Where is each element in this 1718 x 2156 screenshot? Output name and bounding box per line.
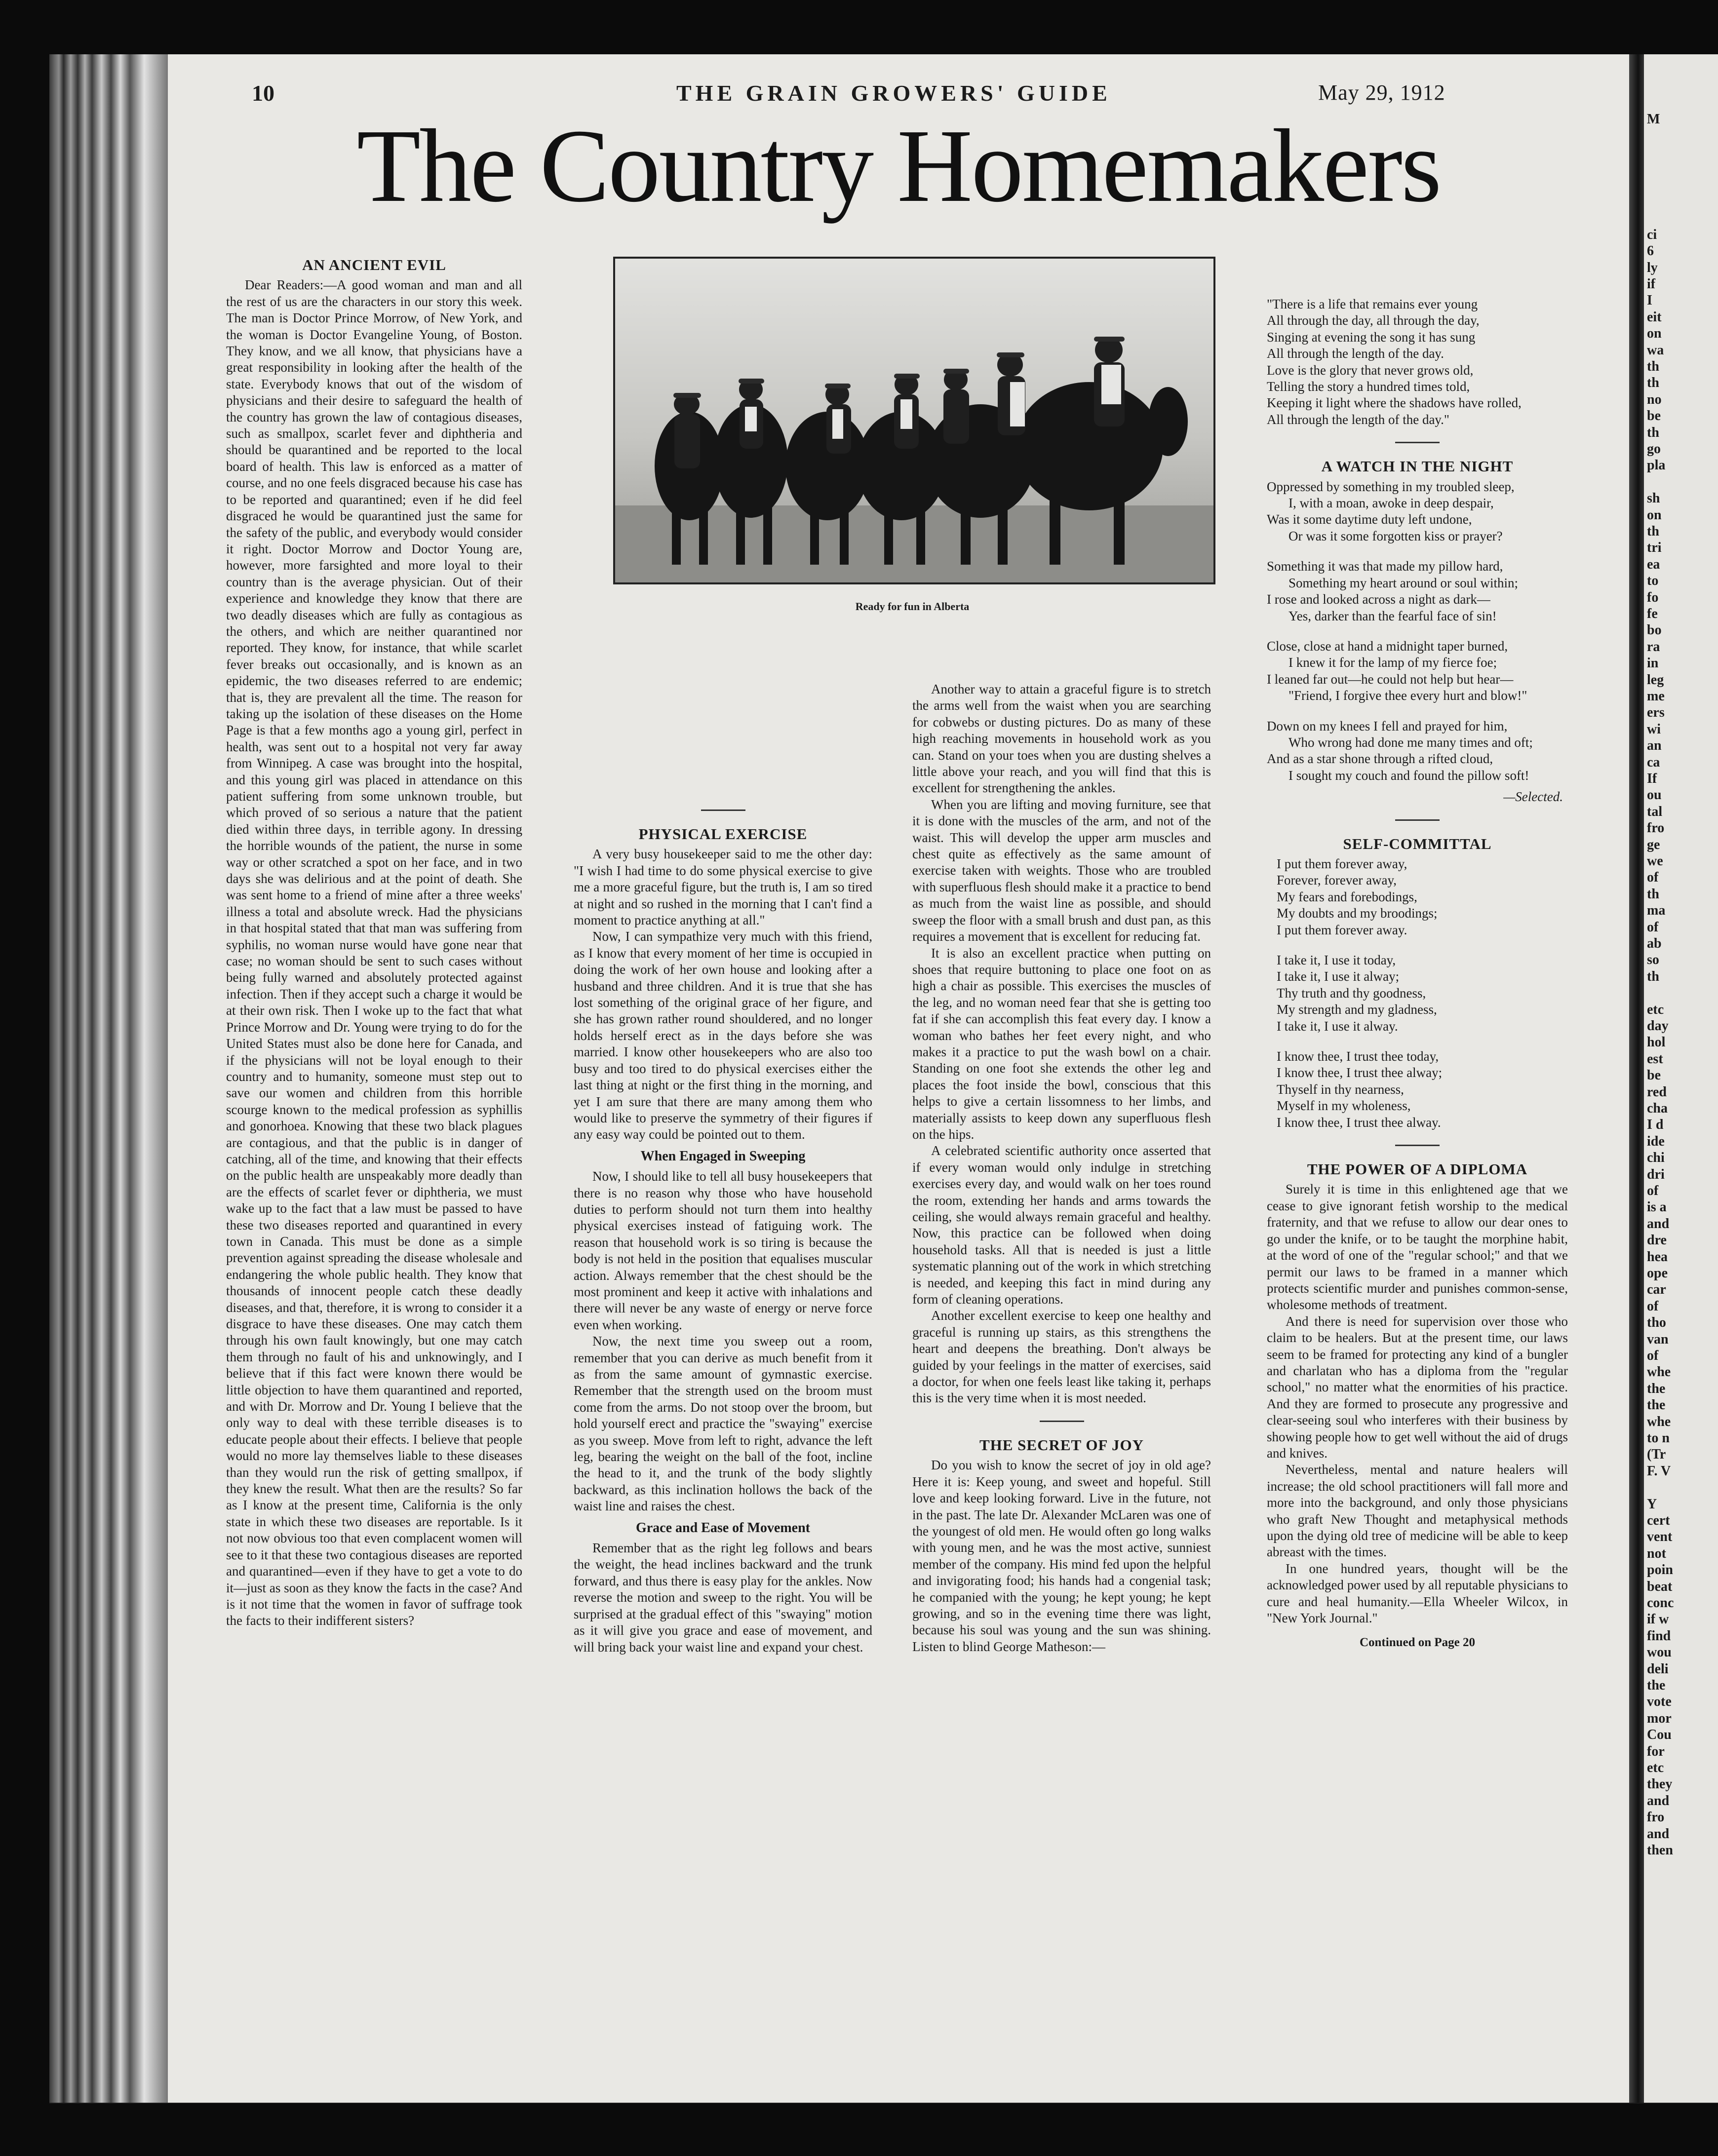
next-page-line-fragment: Y — [1647, 1496, 1657, 1512]
next-page-line-fragment: ly — [1647, 260, 1658, 275]
next-page-line-fragment: cert — [1647, 1513, 1670, 1528]
sweeping-subheading: When Engaged in Sweeping — [640, 1148, 806, 1164]
col3-para-3: It is also an excellent practice when putting on shoes that require buttoning to place one foot on as high a chair as possible. This exercises the muscles of the leg, and no woman need fear that she is getting too fat if she can accomplish this feat every day. I know a woman who bathes her feet every night, and who makes it a practice to put the wash bowl on a chair. Standing on one foot she extends the other leg and places the foot inside the bowl, conscious that this helps to give a certain lissomness to her limbs, and materially assists to keep down any superfluous flesh on the hips. — [912, 945, 1211, 1142]
next-page-line-fragment: I — [1647, 293, 1652, 308]
next-page-line-fragment: they — [1647, 1776, 1673, 1792]
next-page-line-fragment: of — [1647, 1348, 1659, 1363]
poem-line: I know thee, I trust thee alway. — [1277, 1115, 1441, 1130]
poem-line: I, with a moan, awoke in deep despair, — [1288, 496, 1494, 511]
photo-riders — [613, 257, 1215, 584]
section-divider — [1395, 819, 1440, 821]
next-page-line-fragment: pla — [1647, 458, 1666, 473]
next-page-line-fragment: ab — [1647, 936, 1662, 951]
running-header — [168, 80, 1629, 110]
next-page-line-fragment: ca — [1647, 754, 1660, 770]
film-border-bottom — [0, 2104, 1718, 2156]
next-page-line-fragment: day — [1647, 1018, 1669, 1034]
next-page-line-fragment: whe — [1647, 1364, 1671, 1380]
poem-line: "Friend, I forgive thee every hurt and blow!" — [1288, 688, 1527, 703]
col3-para-5: Another excellent exercise to keep one healthy and graceful is running up stairs, as this strengthens the heart and deepens the breathing. Don't always be guided by your feelings in the matter of exercises, said a doctor, for when one feels least like taking it, perhaps this is the very time when it is most needed. — [912, 1308, 1211, 1406]
next-page-edge — [1644, 54, 1718, 2103]
next-page-line-fragment: of — [1647, 870, 1659, 886]
sweeping-para-2: Now, the next time you sweep out a room, remember that you can derive as much benefit from it as from the same amount of gymnastic exercise. Remember that the strength used on the broom must come from the arms. Do not stoop over the broom, but hold yourself erect and practice the "swaying" exercise as you sweep. Move from left to right, advance the left leg, bearing the weight on the ball of the foot, incline the head to it, and the trunk of the body slightly backward, as this inclination hollows the back of the waist line and raises the chest. — [574, 1334, 872, 1514]
poem-ever-young — [1267, 296, 1568, 428]
stanza-gap — [1267, 1035, 1568, 1048]
stanza-gap — [1267, 624, 1568, 638]
next-page-line-fragment: etc — [1647, 1001, 1664, 1017]
poem-line: Thy truth and thy goodness, — [1277, 985, 1426, 1001]
next-page-line-fragment: conc — [1647, 1595, 1674, 1611]
physical-exercise-para-2: Now, I can sympathize very much with this friend, as I know that every moment of her time is occupied in doing the work of her own house and looking after a husband and three children. And it is true that she has lost something of the original grace of her figure, and she has grown rather round shouldered, and no longer holds herself erect as in the days before she was married. I know other housekeepers who are also too busy and too tired to do physical exercises either the last thing at night or the first thing in the morning, and yet I am sure that there are many among them who would like to preserve the symmetry of their figures if any easy way could be pointed out to them. — [574, 929, 872, 1142]
next-page-line-fragment: car — [1647, 1282, 1666, 1298]
next-page-line-fragment: in — [1647, 655, 1659, 671]
next-page-line-fragment: if — [1647, 276, 1656, 292]
column-ancient-evil — [226, 257, 522, 1629]
next-page-line-fragment: eit — [1647, 309, 1662, 325]
next-page-line-fragment: ope — [1647, 1266, 1668, 1281]
poem-line: My doubts and my broodings; — [1277, 906, 1438, 921]
next-page-line-fragment: th — [1647, 968, 1659, 984]
next-page-line-fragment: vent — [1647, 1529, 1673, 1545]
next-page-line-fragment: the — [1647, 1381, 1666, 1396]
next-page-line-fragment: hol — [1647, 1035, 1666, 1050]
poem-line: I take it, I use it today, — [1277, 953, 1396, 967]
power-of-diploma-heading: THE POWER OF A DIPLOMA — [1307, 1160, 1528, 1178]
next-page-line-fragment: 6 — [1647, 243, 1654, 259]
film-border-top-overlay — [0, 0, 1718, 54]
next-page-line-fragment: mor — [1647, 1710, 1672, 1726]
poem-line: Down on my knees I fell and prayed for him, — [1267, 718, 1508, 733]
poem-line: Myself in my wholeness, — [1277, 1098, 1411, 1114]
section-divider — [1395, 442, 1440, 443]
column-physical-exercise — [574, 681, 872, 1656]
next-page-line-fragment: van — [1647, 1331, 1669, 1347]
next-page-line-fragment: to n — [1647, 1430, 1670, 1446]
watch-in-night-heading: A WATCH IN THE NIGHT — [1321, 458, 1514, 475]
next-page-line-fragment: and — [1647, 1793, 1670, 1809]
next-page-line-fragment: F. V — [1647, 1463, 1671, 1479]
next-page-line-fragment: tal — [1647, 804, 1663, 819]
section-divider — [1040, 1421, 1084, 1422]
next-page-line-fragment: of — [1647, 919, 1659, 935]
next-page-line-fragment: hea — [1647, 1249, 1668, 1265]
next-page-line-fragment: I d — [1647, 1117, 1664, 1133]
next-page-line-fragment: If — [1647, 771, 1657, 786]
next-page-line-fragment: wi — [1647, 721, 1661, 737]
next-page-line-fragment: poin — [1647, 1562, 1673, 1578]
section-divider — [1395, 1145, 1440, 1146]
newspaper-page — [168, 54, 1629, 2103]
next-page-line-fragment: deli — [1647, 1661, 1669, 1677]
issue-date: May 29, 1912 — [1318, 80, 1445, 105]
next-page-line-fragment: wa — [1647, 342, 1664, 358]
poem-line: Something my heart around or soul within; — [1288, 575, 1518, 590]
poem-line: Was it some daytime duty left undone, — [1267, 512, 1472, 527]
poem-line: I take it, I use it alway; — [1277, 969, 1400, 984]
next-page-line-fragment: fe — [1647, 606, 1658, 621]
next-page-line-fragment: and — [1647, 1216, 1670, 1232]
next-page-line-fragment: tri — [1647, 540, 1662, 556]
next-page-line-fragment: find — [1647, 1628, 1671, 1644]
next-page-line-fragment: on — [1647, 507, 1662, 523]
col3-para-4: A celebrated scientific authority once asserted that if every woman would only indulge in stretching exercises every day, and would walk on her toes round the room, extending her hands and arms towards the ceiling, she would always remain graceful and healthy. Now, this practice can be followed when doing household tasks. All that is needed is just a little systematic planning out of the work in which stretching is needed, and keeping this fact in mind during any form of cleaning operations. — [912, 1143, 1211, 1307]
grace-subheading: Grace and Ease of Movement — [635, 1520, 811, 1536]
next-page-line-fragment: no — [1647, 391, 1662, 407]
next-page-line-fragment: bo — [1647, 622, 1662, 638]
section-divider — [701, 809, 745, 811]
next-page-line-fragment: ide — [1647, 1133, 1665, 1149]
next-page-line-fragment: if w — [1647, 1612, 1669, 1627]
next-page-line-fragment: to — [1647, 573, 1659, 589]
masthead-title: The Country Homemakers — [356, 108, 1441, 224]
poem-line: Thyself in thy nearness, — [1277, 1081, 1404, 1097]
stanza-gap — [1267, 704, 1568, 718]
next-page-line-fragment: (Tr — [1647, 1447, 1666, 1463]
poem-line: Love is the glory that never grows old, — [1267, 362, 1474, 378]
next-page-line-fragment: and — [1647, 1826, 1670, 1842]
page-number: 10 — [252, 80, 274, 106]
poem-line: I put them forever away, — [1277, 856, 1407, 871]
secret-of-joy-heading: THE SECRET OF JOY — [979, 1436, 1144, 1454]
poem-credit: —Selected. — [1503, 789, 1563, 805]
ancient-evil-heading: AN ANCIENT EVIL — [302, 256, 446, 273]
next-page-line-fragment: go — [1647, 441, 1661, 457]
next-page-line-fragment: th — [1647, 524, 1659, 539]
poem-watch-in-night — [1267, 479, 1568, 806]
continued-notice: Continued on Page 20 — [1359, 1636, 1476, 1650]
poem-line: I sought my couch and found the pillow soft! — [1288, 768, 1529, 783]
poem-line: I knew it for the lamp of my fierce foe; — [1288, 655, 1497, 670]
next-page-line-fragment: not — [1647, 1545, 1666, 1561]
next-page-line-fragment: the — [1647, 1678, 1666, 1693]
poem-self-committal — [1267, 856, 1568, 1131]
physical-exercise-heading: PHYSICAL EXERCISE — [638, 825, 808, 843]
poem-line: Who wrong had done me many times and oft; — [1288, 734, 1533, 750]
next-page-line-fragment: ea — [1647, 556, 1660, 572]
next-page-line-fragment: wou — [1647, 1645, 1672, 1660]
poem-line: I leaned far out—he could not help but hear— — [1267, 671, 1514, 687]
self-committal-heading: SELF-COMMITTAL — [1343, 835, 1492, 852]
next-page-line-fragment: vote — [1647, 1694, 1672, 1710]
poem-line: I know thee, I trust thee today, — [1277, 1049, 1439, 1064]
poem-line: Forever, forever away, — [1277, 873, 1397, 888]
next-page-line-fragment: then — [1647, 1843, 1673, 1858]
next-page-line-fragment: th — [1647, 886, 1659, 902]
next-page-line-fragment: fro — [1647, 820, 1665, 836]
poem-line: And as a star shone through a rifted cloud, — [1267, 751, 1493, 767]
next-page-line-fragment: dri — [1647, 1166, 1665, 1182]
next-page-line-fragment: sh — [1647, 491, 1660, 506]
column-poems-diploma — [1267, 296, 1568, 1651]
diploma-para-1: Surely it is time in this enlightened age that we cease to give ignorant fetish worship to the medical fraternity, and that we refuse to allow our dear ones to go under the knife, or to be taught the morphine habit, at the word of one of the "regular school;" and that we permit our laws to be framed in a manner which protects scientific murder and punishes common-sense, wholesome methods of treatment. — [1267, 1182, 1568, 1312]
ancient-evil-body: Dear Readers:—A good woman and man and all the rest of us are the characters in our story this week. The man is Doctor Prince Morrow, of New York, and the woman is Doctor Evangeline Young, of Boston. They know, and we all know, that physicians have a great responsibility in looking after the health of the state. Everybody knows that out of the wisdom of physicians and their desire to safeguard the health of the country has grown the law of contagious diseases, such as smallpox, scarlet fever and diphtheria and should be quarantined and be reported to the local board of health. This law is enforced as a matter of course, and no one feels disgraced because his case has to be reported and quarantined; even if he did feel disgraced he would be quarantined just the same for the safety of the public, and everybody would consider it right. Doctor Morrow and Doctor Young are, however, more farsighted and more loyal to their country than is the average physician. Out of their experience and knowledge they know that there are two deadly diseases which are fully as contagious as the others, and which are neither quarantined nor reported. They know, for instance, that while scarlet fever breaks out occasionally, and is known as an epidemic, the two diseases referred to are endemic; that is, they are prevalent all the time. The reason for taking up the isolation of these diseases on the Home Page is that a few months ago a young girl, perfect in health, was sent out to a hospital not very far away from Winnipeg. A case was brought into the hospital, and this young girl was placed in attendance on this patient suffering from some unknown trouble, but which proved of so serious a nature that the patient died within three days, in terrible agony. In dressing the horrible wounds of the patient, the nurse in some way or other scratched a spot on her face, and in two days she was delirious and at the point of death. She was sent home to a friend of mine after a three weeks' illness a total and absolute wreck. Had the physicians in that hospital stated that that man was suffering from syphilis, no woman nurse would have gone near that case; no woman should be sent to such cases without being fully warned and absolutely protected against infection. Then if they accept such a charge it would be at their own risk. Then I woke up to the fact that what Prince Morrow and Dr. Young were trying to do for the United States must also be done here for Canada, and if the physicians will not be loyal enough to their country and to humanity, someone must step out to save our women and children from this horrible scourge known to the medical profession as syphillis and gonorhoea. Knowing that these two black plagues are contagious, and that the public is in danger of catching, all of the time, and knowing that their effects on the public health are unspeakably more deadly than are the effects of scarlet fever or diphtheria, we must wake up to the fact that a law must be passed to have these two diseases reported and quarantined in every town in Canada. This must be done as a simple prevention against spreading the disease wholesale and endangering the whole public health. They know that thousands of innocent people catch these deadly diseases, and that, therefore, it is wrong to consider it a disgrace to have these diseases. One may catch them through his own fault knowingly, but one may catch them through no fault of his and unknowingly, and I believe that if this fact were known there would be little objection to have them quarantined and reported, and with Dr. Morrow and Dr. Young I believe that the only way to deal with these terrible diseases is to educate people about their effects. I believe that people would no more lay themselves liable to these diseases than they would run the risk of getting smallpox, if they knew the result. What then are the results? So far as I know at the present time, California is the only state in which these two diseases are reportable. Is it not now obvious too that even complacent women will see to it that these two contagious diseases are reported and quarantined—even if they have to get a vote to do it—just as soon as they know the facts in the case? And is it not time that the women in favor of suffrage took the facts to their indifferent sisters? — [226, 277, 522, 1628]
diploma-para-3: Nevertheless, mental and nature healers will increase; the old school practitioners will fall more and more into the background, and only those physicians who graft New Thought and metaphysical methods upon the dying old tree of medicine will be able to keep abreast with the times. — [1267, 1462, 1568, 1560]
secret-of-joy-para: Do you wish to know the secret of joy in old age? Here it is: Keep young, and sweet and hopeful. Still love and keep looking forward. Live in the future, not in the past. The late Dr. Alexander McLaren was one of the youngest of old men. He would often go long walks with young men, and he was the most active, sunniest member of the company. His mind fed upon the helpful and invigorating food; his hands had a congenial task; he companied with the young; he kept young; he kept growing, and so in the evening time there was light, because his soul was young and the sun was shining. Listen to blind George Matheson:— — [912, 1458, 1211, 1654]
next-page-line-fragment: th — [1647, 359, 1659, 374]
poem-line: My strength and my gladness, — [1277, 1002, 1437, 1017]
poem-line: I put them forever away. — [1277, 922, 1407, 937]
next-page-line-fragment: etc — [1647, 1760, 1664, 1775]
stanza-gap — [1267, 938, 1568, 952]
next-page-line-fragment: cha — [1647, 1101, 1668, 1116]
next-page-line-fragment: Cou — [1647, 1727, 1672, 1743]
diploma-para-4: In one hundred years, thought will be the acknowledged power used by all reputable physicians to cure and heal humanity.—Ella Wheeler Wilcox, in "New York Journal." — [1267, 1561, 1568, 1626]
col3-para-1: Another way to attain a graceful figure is to stretch the arms well from the waist when you are searching for cobwebs or dusting pictures. Do as many of these high reaching movements in household work as you can. Stand on your toes when you are dusting shelves a little above your reach, and you will find that this is excellent for strengthening the ankles. — [912, 682, 1211, 796]
next-page-line-fragment: ge — [1647, 837, 1660, 852]
next-page-line-fragment: th — [1647, 375, 1659, 391]
col3-para-2: When you are lifting and moving furniture, see that it is done with the muscles of the arm, and not of the waist. This will develop the upper arm muscles and chest quite as effectively as the same amount of exercise taken with weights. Those who are troubled with superfluous flesh should make it a practice to bend as much from the waist line as possible, and should sweep the floor with a small brush and dust pan, as this requires a movement that is excellent for reducing fat. — [912, 797, 1211, 944]
next-page-line-fragment: we — [1647, 853, 1663, 869]
next-page-line-fragment: dre — [1647, 1232, 1667, 1248]
poem-line: All through the length of the day." — [1267, 412, 1449, 427]
sweeping-para-1: Now, I should like to tell all busy housekeepers that there is no reason why those who have household duties to perform should not turn them into healthy physical exercises instead of fatiguing work. The reason that household work is so tiring is because the body is not held in the position that equalises muscular action. Always remember that the chest should be the most prominent and keep it active with inhalations and there will never be any waste of energy or nerve force even when working. — [574, 1169, 872, 1332]
next-page-line-fragment: be — [1647, 408, 1661, 424]
poem-line: I rose and looked across a night as dark— — [1267, 592, 1490, 607]
publication-name: THE GRAIN GROWERS' GUIDE — [676, 80, 1111, 106]
next-page-line-fragment: beat — [1647, 1578, 1673, 1594]
next-page-line-fragment: ou — [1647, 787, 1662, 803]
next-page-line-fragment: th — [1647, 424, 1659, 440]
poem-line: Keeping it light where the shadows have rolled, — [1267, 395, 1522, 411]
next-page-line-fragment: tho — [1647, 1315, 1666, 1331]
poem-line: Oppressed by something in my troubled sleep, — [1267, 479, 1515, 494]
next-page-line-fragment: ers — [1647, 705, 1665, 721]
next-page-line-fragment: fo — [1647, 589, 1659, 605]
poem-line: Singing at evening the song it has sung — [1267, 329, 1476, 345]
column-exercise-continued — [912, 681, 1211, 1655]
next-page-line-fragment: so — [1647, 952, 1659, 968]
physical-exercise-para-1: A very busy housekeeper said to me the other day: "I wish I had time to do some physical exercise to give me a more graceful figure, but the truth is, I am so tired at night and so rushed in the morning that I can't find a moment to practice anything at all." — [574, 847, 872, 928]
next-page-line-fragment: chi — [1647, 1150, 1665, 1166]
next-page-line-fragment: is a — [1647, 1199, 1667, 1215]
poem-line: My fears and forebodings, — [1277, 889, 1417, 904]
poem-line: Close, close at hand a midnight taper burned, — [1267, 638, 1508, 654]
next-page-line-fragment: ci — [1647, 227, 1657, 242]
poem-line: Something it was that made my pillow hard, — [1267, 559, 1503, 574]
next-page-line-fragment: ma — [1647, 903, 1666, 919]
poem-line: "There is a life that remains ever young — [1267, 297, 1478, 311]
page-gutter — [1629, 54, 1644, 2103]
next-page-line-fragment: of — [1647, 1183, 1659, 1198]
next-page-line-fragment: whe — [1647, 1414, 1671, 1429]
poem-line: All through the length of the day. — [1267, 346, 1444, 361]
film-border-left — [0, 0, 49, 2156]
next-page-line-fragment: an — [1647, 738, 1662, 754]
next-page-line-fragment: est — [1647, 1051, 1663, 1067]
bound-page-edges — [49, 54, 168, 2103]
photo-caption: Ready for fun in Alberta — [855, 600, 970, 613]
poem-line: Telling the story a hundred times told, — [1267, 379, 1470, 394]
stanza-gap — [1267, 544, 1568, 558]
photo-image — [615, 259, 1213, 582]
poem-line: I know thee, I trust thee alway; — [1277, 1065, 1443, 1080]
next-page-line-fragment: on — [1647, 326, 1662, 342]
poem-line: I take it, I use it alway. — [1277, 1018, 1398, 1034]
next-page-line-fragment: for — [1647, 1743, 1665, 1759]
poem-line: All through the day, all through the day, — [1267, 313, 1480, 328]
poem-line: Yes, darker than the fearful face of sin! — [1288, 608, 1497, 623]
next-page-line-fragment: leg — [1647, 672, 1664, 688]
diploma-para-2: And there is need for supervision over those who claim to be healers. But at the present time, our laws seem to be framed for protecting any kind of a bungler and charlatan who has a diploma from the "regular school," no matter what the enormities of his practice. And they are formed to prosecute any progressive and clear-seeing soul who interferes with their business by showing people how to get well without the aid of drugs and knives. — [1267, 1313, 1568, 1461]
next-page-line-fragment: the — [1647, 1397, 1666, 1413]
grace-para-1: Remember that as the right leg follows and bears the weight, the head inclines backward and the trunk forward, and thus there is easy play for the ankles. Now reverse the motion and sweep to the right. You will be surprised at the gradual effect of this "swaying" motion as it will give you grace and ease of movement, and will bring back your waist line and expand your chest. — [574, 1540, 872, 1655]
next-page-line-fragment: of — [1647, 1298, 1659, 1314]
next-page-line-fragment: red — [1647, 1084, 1667, 1100]
next-page-line-fragment: me — [1647, 689, 1665, 704]
next-page-line-fragment: be — [1647, 1068, 1661, 1083]
poem-line: Or was it some forgotten kiss or prayer? — [1288, 528, 1503, 543]
next-page-line-fragment: M — [1647, 112, 1660, 127]
next-page-line-fragment: fro — [1647, 1810, 1665, 1825]
next-page-line-fragment: ra — [1647, 639, 1660, 654]
